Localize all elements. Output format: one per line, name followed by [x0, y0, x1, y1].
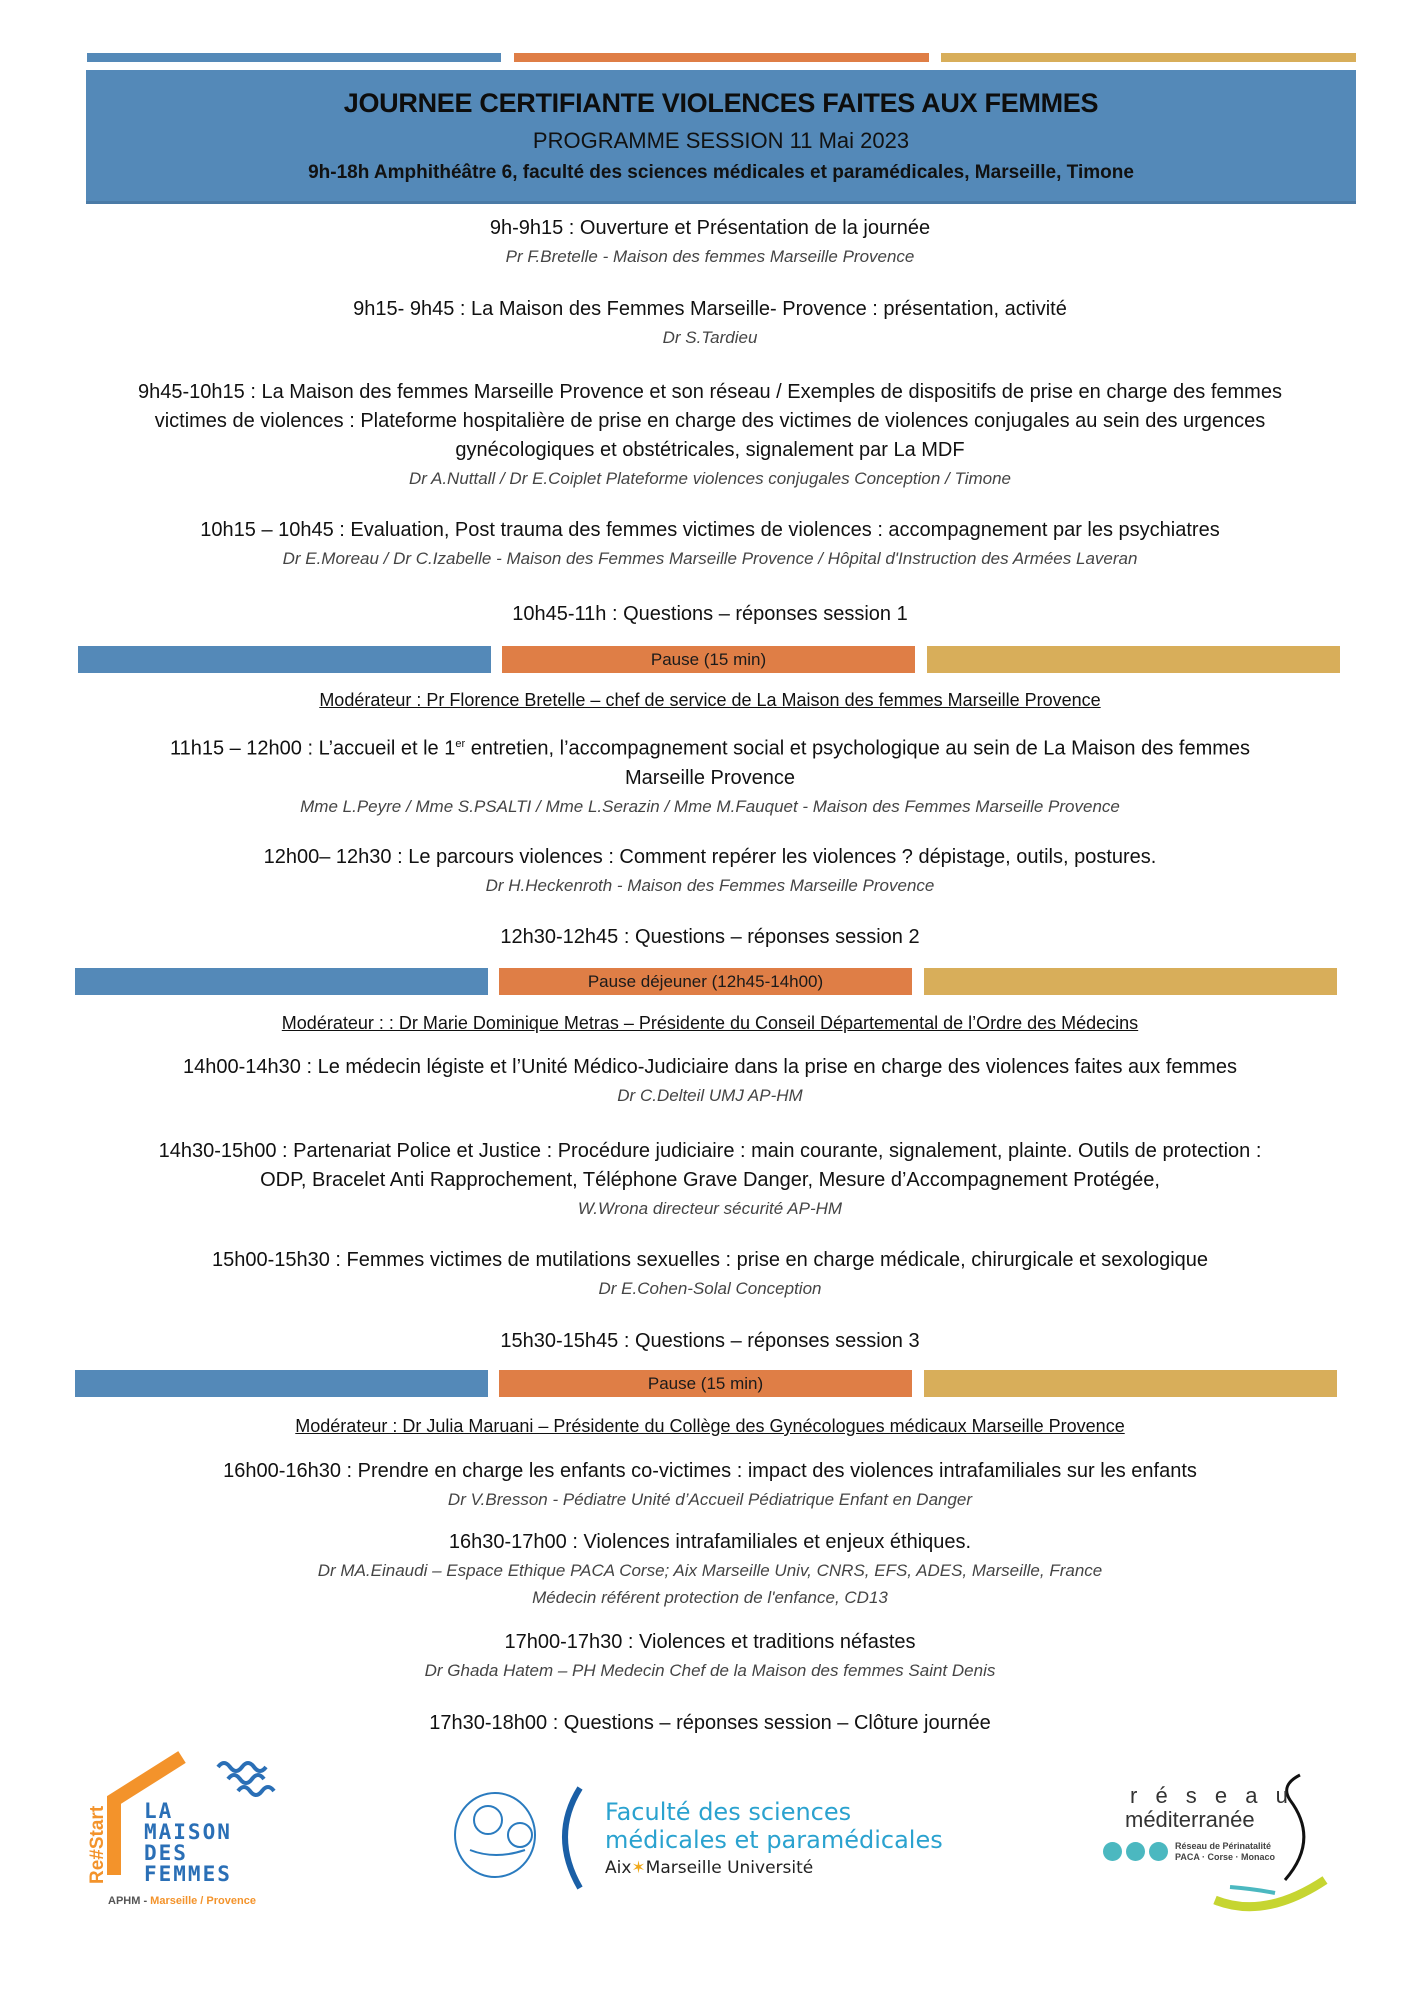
- pause-bar-gold: [924, 1370, 1337, 1397]
- restart-label: Re#Start: [87, 1805, 108, 1884]
- item-speaker: Dr H.Heckenroth - Maison des Femmes Marseille Provence: [485, 876, 935, 895]
- item-speaker: Pr F.Bretelle - Maison des femmes Marseille Provence: [505, 247, 915, 266]
- program-item: [80, 843, 1340, 899]
- program-item: [80, 600, 1340, 629]
- item-speaker: W.Wrona directeur sécurité AP-HM: [577, 1199, 843, 1218]
- program-item: [80, 1246, 1340, 1302]
- faculty-name: [605, 1798, 943, 1854]
- faculty-line: Faculté des sciences: [605, 1798, 852, 1826]
- pause-bar-blue: [75, 1370, 488, 1397]
- moderator-line: Modérateur : Dr Julia Maruani – Présidente du Collège des Gynécologues médicaux Marseille Provence: [295, 1416, 1125, 1436]
- pause-label: Pause déjeuner (12h45-14h00): [587, 972, 824, 991]
- mediterranee-label: méditerranée: [1125, 1807, 1255, 1832]
- item-speaker: Dr E.Cohen-Solal Conception: [598, 1279, 822, 1298]
- item-speaker: Mme L.Peyre / Mme S.PSALTI / Mme L.Serazin / Mme M.Fauquet - Maison des Femmes Marseille Provence: [300, 796, 1120, 816]
- pause-bar-gold: [924, 968, 1337, 995]
- item-title-line: gynécologiques et obstétricales, signalement par La MDF: [455, 439, 965, 461]
- page-title: JOURNEE CERTIFIANTE VIOLENCES FAITES AUX FEMMES: [343, 88, 1099, 118]
- program-item: [80, 1327, 1340, 1356]
- top-stripe-gold: [941, 53, 1356, 62]
- moderator-line: Modérateur : : Dr Marie Dominique Metras – Présidente du Conseil Départemental de l’Ordre des Médecins: [281, 1013, 1139, 1033]
- wordmark-line: MAISON: [144, 1820, 232, 1844]
- program-item: [80, 378, 1340, 492]
- item-title: 9h-9h15 : Ouverture et Présentation de la journée: [489, 217, 931, 239]
- logo-maison-des-femmes: [70, 1745, 290, 1910]
- item-title-part: 11h15 – 12h00 : L’accueil et le 1: [169, 737, 456, 760]
- program-item: [80, 730, 1340, 820]
- pause-label: Pause (15 min): [650, 650, 767, 669]
- star-icon: ✶: [631, 1858, 646, 1878]
- pause-bar-orange: [499, 1370, 912, 1397]
- moderator-line: Modérateur : Pr Florence Bretelle – chef de service de La Maison des femmes Marseille Provence: [319, 690, 1101, 710]
- item-title: 15h30-15h45 : Questions – réponses session 3: [500, 1330, 920, 1352]
- program-item: [80, 295, 1340, 351]
- wordmark-line: DES: [144, 1841, 188, 1865]
- pause-bar-orange: [499, 968, 912, 995]
- item-title: 10h15 – 10h45 : Evaluation, Post trauma des femmes victimes de violences : accompagnement par les psychiatres: [200, 519, 1220, 541]
- item-speaker: Dr MA.Einaudi – Espace Ethique PACA Corse; Aix Marseille Univ, CNRS, EFS, ADES, Marseille, France: [317, 1561, 1103, 1580]
- item-title: 12h30-12h45 : Questions – réponses session 2: [500, 926, 920, 948]
- item-title-line: ODP, Bracelet Anti Rapprochement, Téléphone Grave Danger, Mesure d’Accompagnement Protégée,: [260, 1169, 1160, 1191]
- reseau-label: r é s e a u: [1130, 1783, 1294, 1808]
- circle-icon: [1149, 1842, 1168, 1861]
- item-title-line: victimes de violences : Plateforme hospitalière de prise en charge des victimes de violences conjugales au sein des urgences: [154, 410, 1266, 432]
- item-title: 17h30-18h00 : Questions – réponses session – Clôture journée: [429, 1712, 991, 1734]
- item-title-line: [80, 730, 1340, 764]
- item-speaker: Dr A.Nuttall / Dr E.Coiplet Plateforme violences conjugales Conception / Timone: [408, 469, 1012, 488]
- top-stripe-blue: [87, 53, 501, 62]
- pause-bar-blue: [75, 968, 488, 995]
- item-title: 12h00– 12h30 : Le parcours violences : Comment repérer les violences ? dépistage, outils, postures.: [263, 846, 1157, 868]
- pause-bar-orange: [502, 646, 915, 673]
- item-title: 14h00-14h30 : Le médecin légiste et l’Unité Médico-Judiciaire dans la prise en charge des violences faites aux femmes: [183, 1056, 1237, 1078]
- circle-icon: [1126, 1842, 1145, 1861]
- program-item: [80, 1053, 1340, 1109]
- university-part: Aix: [605, 1858, 632, 1878]
- session-subtitle: PROGRAMME SESSION 11 Mai 2023: [532, 128, 910, 153]
- wordmark-line: FEMMES: [144, 1862, 232, 1886]
- item-speaker: Dr V.Bresson - Pédiatre Unité d’Accueil Pédiatrique Enfant en Danger: [447, 1490, 973, 1509]
- aphm-caption: [108, 1895, 256, 1907]
- item-title-line: 9h45-10h15 : La Maison des femmes Marseille Provence et son réseau / Exemples de dispositifs de prise en charge des femmes: [138, 381, 1282, 403]
- circle-icon: [1103, 1842, 1122, 1861]
- session-location: 9h-18h Amphithéâtre 6, faculté des sciences médicales et paramédicales, Marseille, Timone: [308, 162, 1134, 183]
- program-item: [80, 516, 1340, 572]
- program-item: [80, 1137, 1340, 1222]
- program-item: [80, 1709, 1340, 1738]
- logo-reseau-mediterranee: [1095, 1765, 1335, 1915]
- program-item: [80, 1528, 1340, 1611]
- pause-bar-gold: [927, 646, 1340, 673]
- item-speaker: Dr E.Moreau / Dr C.Izabelle - Maison des Femmes Marseille Provence / Hôpital d'Instruction des Armées Laveran: [282, 549, 1138, 568]
- perinatality-icons: [1103, 1842, 1171, 1862]
- program-item: [80, 923, 1340, 952]
- program-item: [80, 1457, 1340, 1513]
- item-title-part: entretien, l’accompagnement social et psychologique au sein de La Maison des femmes: [465, 737, 1251, 760]
- item-title-sup: er: [455, 738, 466, 750]
- city-label: Marseille / Provence: [150, 1895, 256, 1907]
- item-title: 16h30-17h00 : Violences intrafamiliales et enjeux éthiques.: [448, 1531, 972, 1553]
- item-speaker: Médecin référent protection de l'enfance, CD13: [532, 1588, 888, 1607]
- item-speaker: Dr S.Tardieu: [662, 328, 758, 347]
- item-speaker: Dr C.Delteil UMJ AP-HM: [617, 1086, 803, 1105]
- maison-wordmark: [144, 1801, 232, 1885]
- item-title: 9h15- 9h45 : La Maison des Femmes Marseille- Provence : présentation, activité: [353, 298, 1067, 320]
- pause-bar-blue: [78, 646, 491, 673]
- item-title-line: 14h30-15h00 : Partenariat Police et Justice : Procédure judiciaire : main courante, signalement, plainte. Outils de protection :: [158, 1140, 1262, 1162]
- item-title-line: Marseille Provence: [624, 766, 796, 789]
- university-name: [605, 1858, 813, 1878]
- program-item: [80, 1628, 1340, 1684]
- pause-label: Pause (15 min): [647, 1374, 764, 1393]
- university-part: Marseille Université: [645, 1858, 814, 1878]
- caption-line: Réseau de Périnatalité: [1175, 1841, 1272, 1851]
- item-title: 16h00-16h30 : Prendre en charge les enfants co-victimes : impact des violences intrafamiliales sur les enfants: [223, 1460, 1197, 1482]
- caption-line: PACA · Corse · Monaco: [1175, 1852, 1276, 1862]
- faculty-emblem-icon: [440, 1780, 590, 1890]
- logo-faculte: [440, 1780, 980, 1890]
- item-title: 15h00-15h30 : Femmes victimes de mutilations sexuelles : prise en charge médicale, chirurgicale et sexologique: [211, 1249, 1209, 1271]
- item-title: 17h00-17h30 : Violences et traditions néfastes: [504, 1631, 916, 1653]
- item-speaker: Dr Ghada Hatem – PH Medecin Chef de la Maison des femmes Saint Denis: [424, 1661, 996, 1680]
- top-stripe-orange: [514, 53, 929, 62]
- aphm-label: APHM -: [108, 1895, 151, 1907]
- wordmark-line: LA: [144, 1799, 174, 1823]
- item-title: 10h45-11h : Questions – réponses session 1: [512, 603, 908, 625]
- faculty-line: médicales et paramédicales: [605, 1826, 943, 1854]
- perinatality-caption: [1175, 1841, 1275, 1863]
- program-item: [80, 214, 1340, 270]
- header-banner: [86, 70, 1356, 204]
